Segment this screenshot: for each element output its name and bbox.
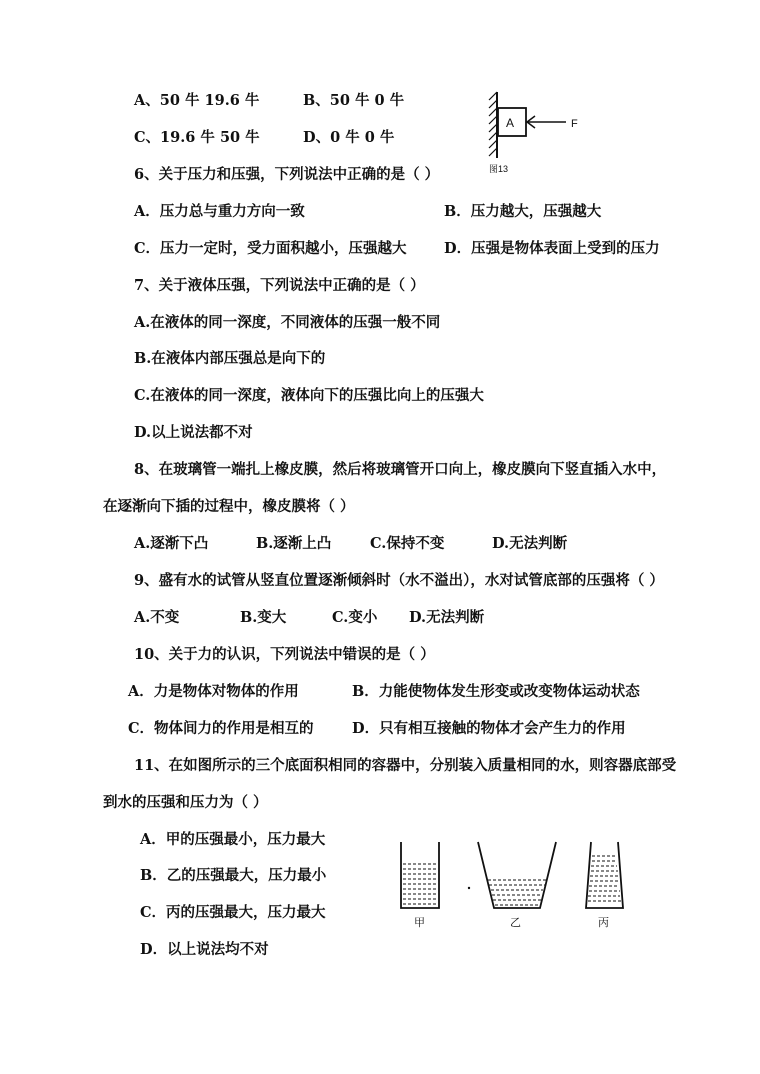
q6-stem: 6、关于压力和压强，下列说法中正确的是（ ） xyxy=(134,166,440,183)
q11-option-a: A．甲的压强最小，压力最大 xyxy=(140,831,326,848)
q10-option-c: C．物体间力的作用是相互的 xyxy=(128,720,314,737)
wall-hatching xyxy=(489,92,497,156)
q7-stem: 7、关于液体压强，下列说法中正确的是（ ） xyxy=(134,277,425,294)
q10-option-d: D．只有相互接触的物体才会产生力的作用 xyxy=(352,720,626,737)
container-bing xyxy=(586,842,623,908)
q7-option-b: B.在液体内部压强总是向下的 xyxy=(134,350,326,367)
label-jia: 甲 xyxy=(414,916,425,929)
q11-option-b: B．乙的压强最大，压力最小 xyxy=(140,867,327,884)
q9-option-c: C.变小 xyxy=(332,609,378,626)
q9-option-a: A.不变 xyxy=(134,609,180,626)
q8-stem-line-1: 8、在玻璃管一端扎上橡皮膜，然后将玻璃管开口向上，橡皮膜向下竖直插入水中， xyxy=(134,461,667,478)
q8-option-d: D.无法判断 xyxy=(492,535,568,552)
q8-option-b: B.逐渐上凸 xyxy=(256,535,332,552)
q5-option-d: D、0 牛 0 牛 xyxy=(303,129,395,146)
figure-13-wall-block xyxy=(480,88,590,176)
force-label: F xyxy=(571,118,578,130)
q9-stem: 9、盛有水的试管从竖直位置逐渐倾斜时（水不溢出），水对试管底部的压强将（ ） xyxy=(134,572,664,589)
q9-option-d: D.无法判断 xyxy=(409,609,485,626)
q11-stem-line-1: 11、在如图所示的三个底面积相同的容器中，分别装入质量相同的水，则容器底部受 xyxy=(134,757,677,774)
q10-stem: 10、关于力的认识，下列说法中错误的是（ ） xyxy=(134,646,435,663)
q6-option-a: A．压力总与重力方向一致 xyxy=(134,203,305,220)
q8-option-c: C.保持不变 xyxy=(370,535,445,552)
figure-three-containers xyxy=(392,836,652,936)
q6-option-d: D．压强是物体表面上受到的压力 xyxy=(444,240,660,257)
container-yi xyxy=(478,842,556,908)
q7-option-a: A.在液体的同一深度，不同液体的压强一般不同 xyxy=(134,314,441,331)
q9-option-b: B.变大 xyxy=(240,609,287,626)
container-jia xyxy=(401,842,439,908)
q11-option-c: C．丙的压强最大，压力最大 xyxy=(140,904,326,921)
q8-option-a: A.逐渐下凸 xyxy=(134,535,209,552)
q6-option-c: C．压力一定时，受力面积越小，压强越大 xyxy=(134,240,407,257)
q5-option-c: C、19.6 牛 50 牛 xyxy=(134,129,260,146)
q11-stem-line-2: 到水的压强和压力为（ ） xyxy=(103,794,268,811)
q11-option-d: D．以上说法均不对 xyxy=(140,941,269,958)
label-yi: 乙 xyxy=(510,916,521,929)
figure-dot xyxy=(468,887,470,889)
q6-option-b: B．压力越大，压强越大 xyxy=(444,203,602,220)
label-bing: 丙 xyxy=(598,916,609,929)
q7-option-c: C.在液体的同一深度，液体向下的压强比向上的压强大 xyxy=(134,387,484,404)
block-a-label: A xyxy=(506,116,515,130)
q10-option-a: A．力是物体对物体的作用 xyxy=(128,683,299,700)
q7-option-d: D.以上说法都不对 xyxy=(134,424,253,441)
q10-option-b: B．力能使物体发生形变或改变物体运动状态 xyxy=(352,683,640,700)
q8-stem-line-2: 在逐渐向下插的过程中，橡皮膜将（ ） xyxy=(103,498,355,515)
figure-caption: 图13 xyxy=(489,164,509,174)
q5-option-b: B、50 牛 0 牛 xyxy=(303,92,405,109)
q5-option-a: A、50 牛 19.6 牛 xyxy=(134,92,260,109)
